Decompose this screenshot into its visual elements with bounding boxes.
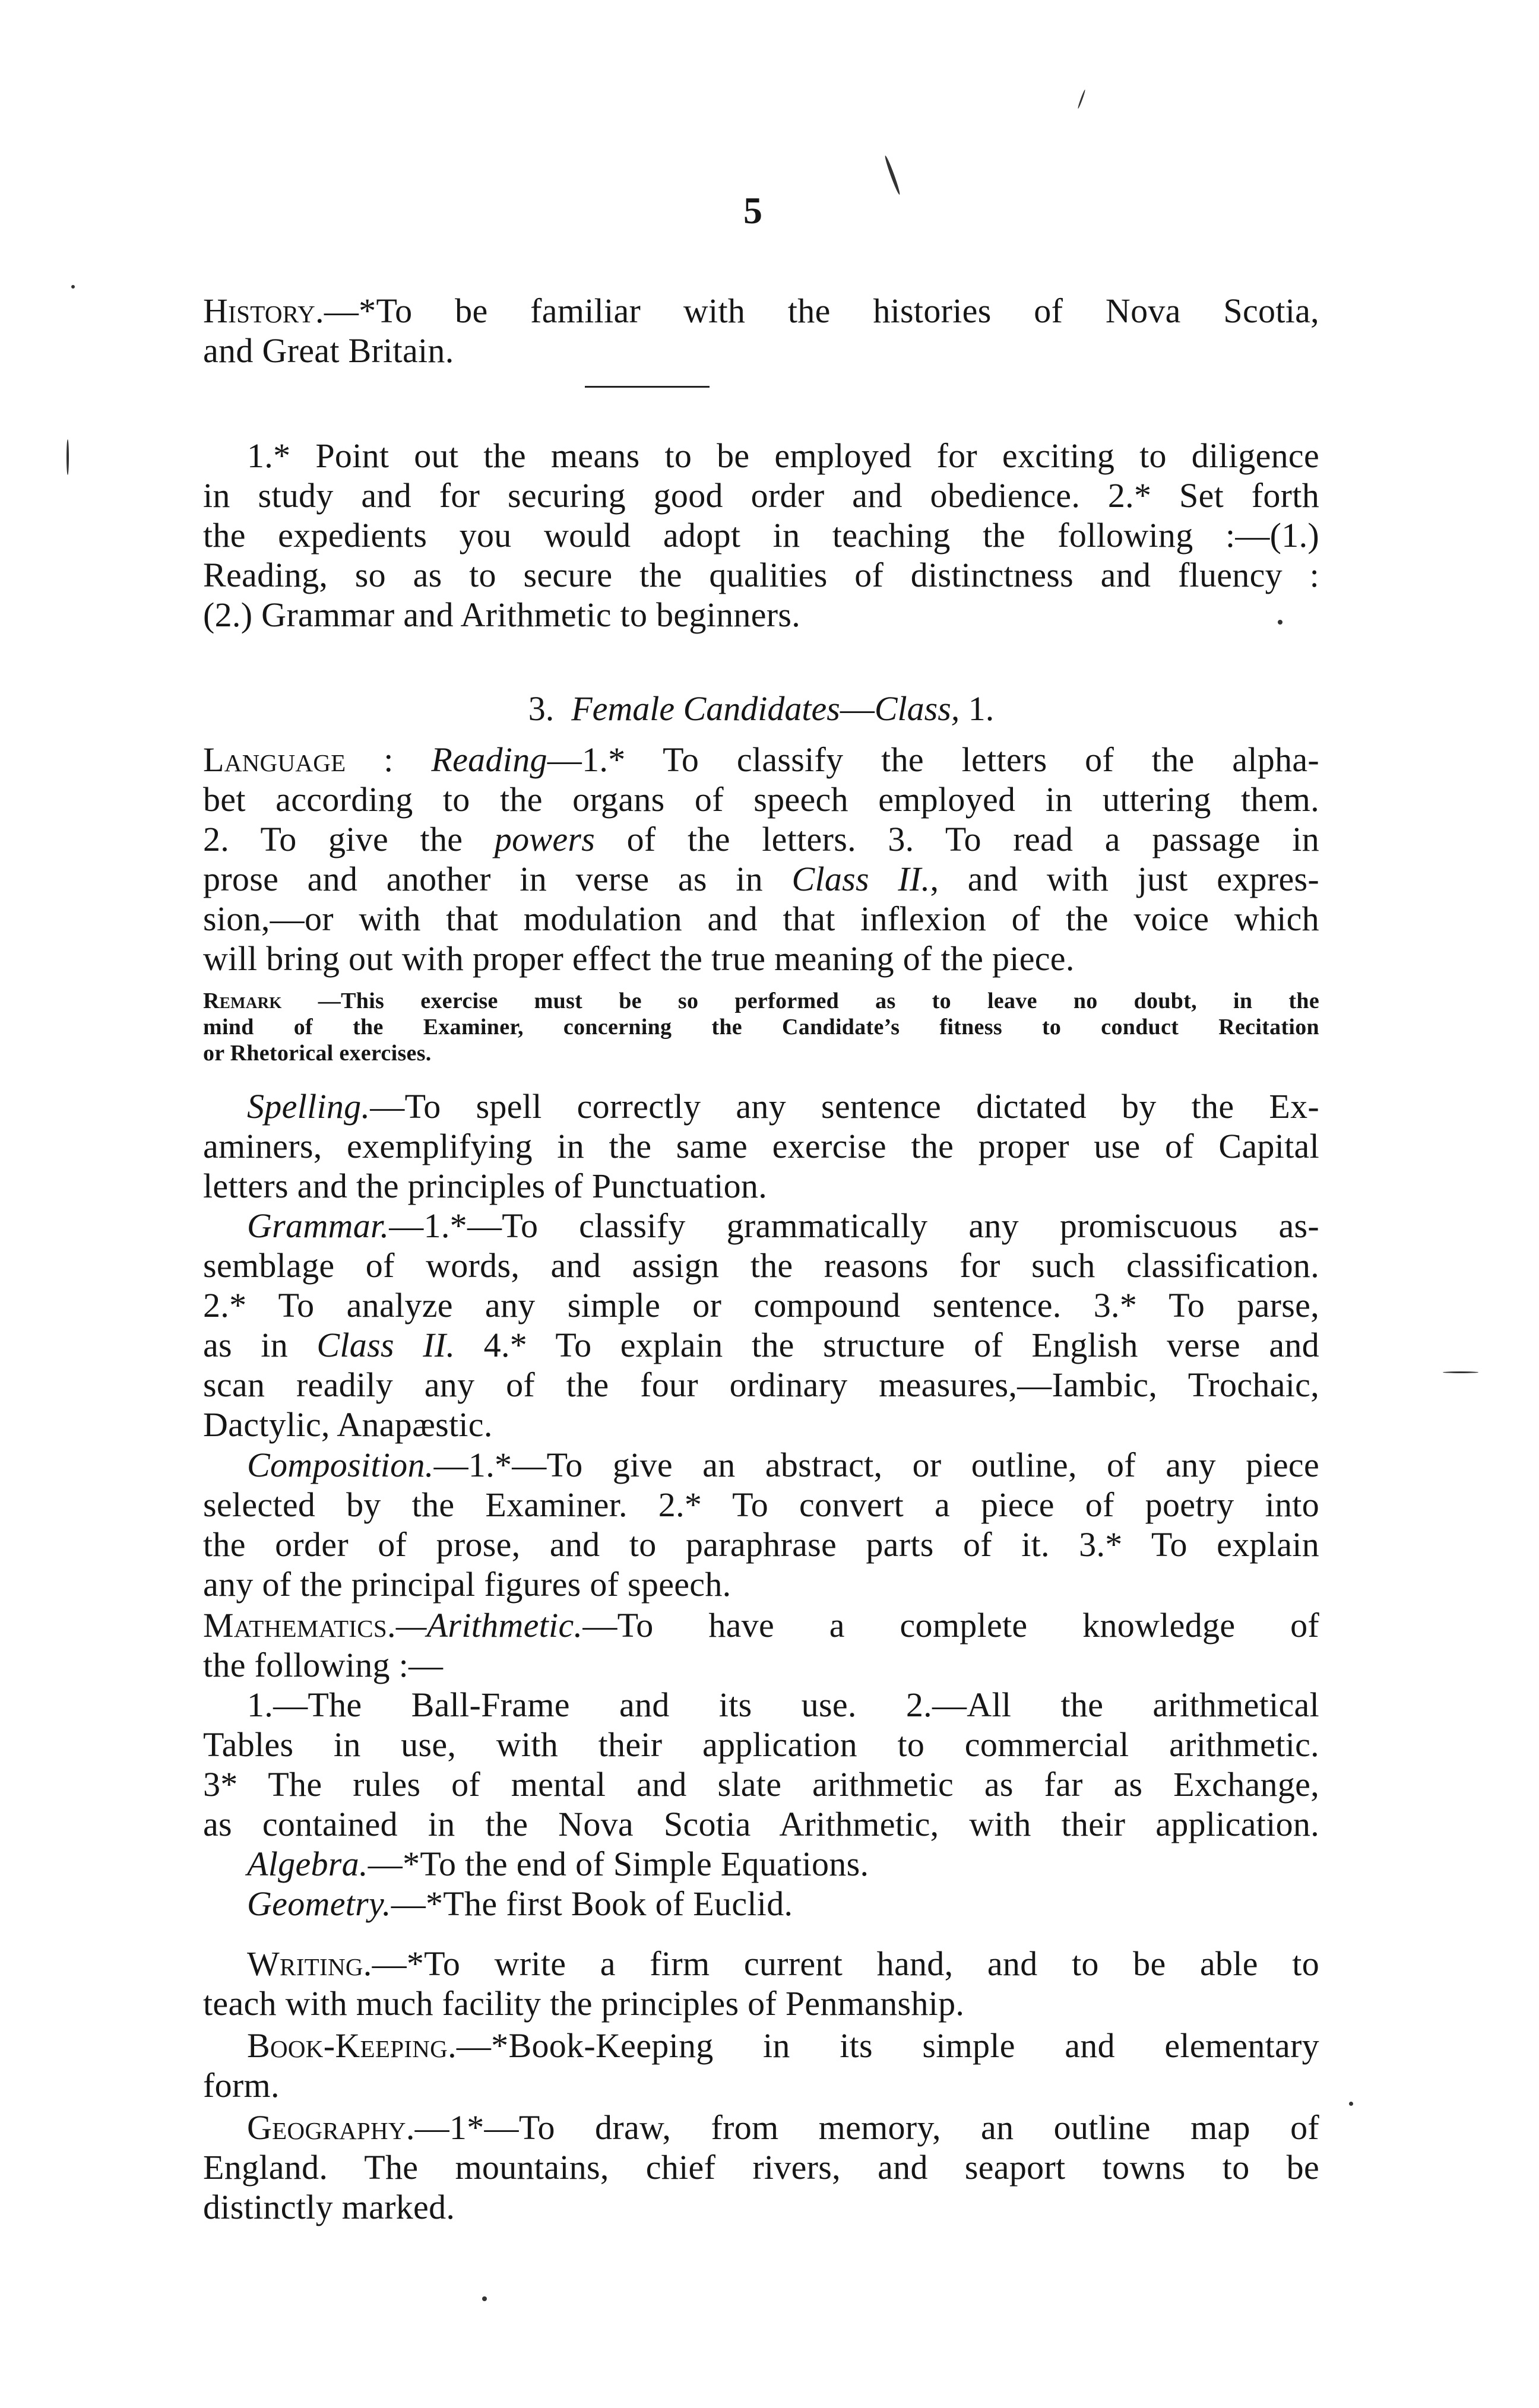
language-paragraph xyxy=(203,740,1319,978)
language-line-text: of the letters. 3. To read a passage in xyxy=(595,820,1319,858)
composition-subheading: Composition. xyxy=(247,1446,434,1484)
scan-speck xyxy=(66,439,69,475)
scan-speck xyxy=(71,285,75,289)
composition-line-4: any of the principal figures of speech. xyxy=(203,1565,732,1604)
grammar-line-text: as in xyxy=(203,1326,317,1364)
writing-line-2: teach with much facility the principles of Penmanship. xyxy=(203,1984,965,2023)
reading-subheading: Reading xyxy=(431,740,547,779)
mathematics-line-text: —To have a complete knowledge of xyxy=(582,1606,1319,1645)
geography-line-1 xyxy=(203,2108,1319,2147)
composition-line-text: —1.*—To give an abstract, or outline, of any piece xyxy=(433,1446,1319,1484)
language-line-2: bet according to the organs of speech employed in uttering them. xyxy=(203,780,1319,819)
teaching-line-1: 1.* Point out the means to be employed for exciting to diligence xyxy=(247,436,1319,475)
scan-speck xyxy=(482,2296,487,2301)
history-line-1 xyxy=(203,291,1319,331)
remark-line-text: —This exercise must be so performed as to leave no doubt, in the xyxy=(281,988,1319,1013)
language-line-5: sion,—or with that modulation and that inflexion of the voice which xyxy=(203,899,1319,938)
algebra-text: —*To the end of Simple Equations. xyxy=(368,1845,869,1883)
mathematics-line-1 xyxy=(203,1605,1319,1645)
scan-speck xyxy=(1349,2102,1353,2106)
remark-heading: Remark xyxy=(203,988,282,1013)
mathematics-heading: Mathematics. xyxy=(203,1606,396,1645)
spelling-line-2: aminers, exemplifying in the same exercise the proper use of Capital xyxy=(203,1127,1319,1165)
remark-line-3: or Rhetorical exercises. xyxy=(203,1041,432,1066)
arithmetic-subheading: —Arithmetic. xyxy=(395,1606,583,1645)
grammar-line-text: —1.*—To classify grammatically any promiscuous as- xyxy=(389,1206,1319,1245)
composition-line-1 xyxy=(203,1445,1319,1485)
class-ref: Class II. xyxy=(316,1326,455,1364)
history-line-text: —*To be familiar with the histories of Nova Scotia, xyxy=(324,292,1319,330)
language-heading: Language : xyxy=(203,740,394,779)
bookkeeping-heading: Book-Keeping. xyxy=(247,2026,457,2065)
grammar-line-4 xyxy=(203,1325,1319,1365)
mathematics-line-5: 3* The rules of mental and slate arithmetic as far as Exchange, xyxy=(203,1765,1319,1804)
language-line-text: 2. To give the xyxy=(203,820,495,858)
language-line-1 xyxy=(203,740,1319,780)
teaching-paragraph xyxy=(203,436,1319,635)
history-line-2: and Great Britain. xyxy=(203,331,454,370)
geography-line-3: distinctly marked. xyxy=(203,2188,455,2226)
writing-line-text: —*To write a firm current hand, and to be able to xyxy=(372,1944,1319,1983)
scan-speck xyxy=(1278,620,1282,625)
spelling-line-3: letters and the principles of Punctuation. xyxy=(203,1167,768,1205)
grammar-line-1 xyxy=(203,1206,1319,1246)
mathematics-line-2: the following :— xyxy=(203,1646,444,1684)
divider-rule xyxy=(585,386,710,388)
geometry-line xyxy=(203,1884,1319,1924)
spelling-line-1 xyxy=(203,1086,1319,1126)
geography-heading: Geography. xyxy=(247,2108,415,2147)
composition-paragraph xyxy=(203,1445,1319,1604)
grammar-line-2: semblage of words, and assign the reasons for such classification. xyxy=(203,1246,1319,1285)
remark-note xyxy=(203,988,1319,1066)
section-heading xyxy=(203,689,1319,728)
mathematics-line-4: Tables in use, with their application to commercial arithmetic. xyxy=(203,1725,1319,1764)
remark-line-2: mind of the Examiner, concerning the Candidate’s fitness to conduct Recitation xyxy=(203,1015,1319,1040)
mathematics-paragraph xyxy=(203,1605,1319,1844)
language-line-text: prose and another in verse as in xyxy=(203,860,792,898)
teaching-line-2: in study and for securing good order and obedience. 2.* Set forth xyxy=(203,476,1319,515)
class-ref: Class II. xyxy=(791,860,930,898)
grammar-subheading: Grammar. xyxy=(247,1206,390,1245)
spelling-line-text: —To spell correctly any sentence dictated by the Ex- xyxy=(370,1087,1319,1126)
bookkeeping-line-text: —*Book-Keeping in its simple and elementary xyxy=(456,2026,1319,2065)
writing-paragraph xyxy=(203,1944,1319,2023)
language-line-4 xyxy=(203,859,1319,899)
remark-line-1 xyxy=(203,988,1319,1014)
language-line-text: —1.* To classify the letters of the alpha- xyxy=(547,740,1319,779)
section-dash: — xyxy=(840,689,875,728)
teaching-line-4: Reading, so as to secure the qualities of distinctness and fluency : xyxy=(203,556,1319,594)
language-line-text: , and with just expres- xyxy=(930,860,1319,898)
bookkeeping-line-2: form. xyxy=(203,2066,280,2105)
grammar-line-5: scan readily any of the four ordinary measures,—Iambic, Trochaic, xyxy=(203,1365,1319,1404)
page-number: 5 xyxy=(743,189,762,232)
scan-speck xyxy=(884,155,901,195)
language-line-3 xyxy=(203,819,1319,859)
algebra-line xyxy=(203,1844,1319,1884)
powers-term: powers xyxy=(494,820,596,858)
geography-paragraph xyxy=(203,2108,1319,2227)
mathematics-line-6: as contained in the Nova Scotia Arithmetic, with their application. xyxy=(203,1805,1319,1843)
section-number: 3. xyxy=(528,689,555,728)
grammar-line-3: 2.* To analyze any simple or compound sentence. 3.* To parse, xyxy=(203,1286,1319,1325)
geography-line-2: England. The mountains, chief rivers, and seaport towns to be xyxy=(203,2148,1319,2187)
composition-line-3: the order of prose, and to paraphrase parts of it. 3.* To explain xyxy=(203,1525,1319,1564)
writing-line-1 xyxy=(203,1944,1319,1984)
geography-line-text: —1*—To draw, from memory, an outline map of xyxy=(414,2108,1319,2147)
mathematics-line-3: 1.—The Ball-Frame and its use. 2.—All the arithmetical xyxy=(247,1685,1319,1724)
bookkeeping-paragraph xyxy=(203,2026,1319,2105)
geometry-text: —*The first Book of Euclid. xyxy=(391,1884,793,1923)
algebra-subheading: Algebra. xyxy=(247,1845,368,1883)
bookkeeping-line-1 xyxy=(203,2026,1319,2065)
scan-speck xyxy=(1443,1371,1478,1373)
algebra-geometry xyxy=(203,1844,1319,1924)
history-heading: History. xyxy=(203,292,324,330)
grammar-line-6: Dactylic, Anapæstic. xyxy=(203,1405,493,1444)
section-title: Female Candidates xyxy=(571,689,840,728)
grammar-line-text: 4.* To explain the structure of English verse and xyxy=(455,1326,1319,1364)
spelling-subheading: Spelling. xyxy=(247,1087,370,1126)
geometry-subheading: Geometry. xyxy=(247,1884,391,1923)
section-class-number: 1. xyxy=(968,689,995,728)
grammar-paragraph xyxy=(203,1206,1319,1444)
teaching-line-5: (2.) Grammar and Arithmetic to beginners. xyxy=(203,595,801,634)
scan-speck xyxy=(1077,90,1085,109)
history-paragraph xyxy=(203,291,1319,370)
composition-line-2: selected by the Examiner. 2.* To convert a piece of poetry into xyxy=(203,1485,1319,1524)
writing-heading: Writing. xyxy=(247,1944,372,1983)
spelling-paragraph xyxy=(203,1086,1319,1206)
section-class-label: Class, xyxy=(874,689,960,728)
language-line-6: will bring out with proper effect the true meaning of the piece. xyxy=(203,939,1075,978)
teaching-line-3: the expedients you would adopt in teaching the following :—(1.) xyxy=(203,516,1319,555)
